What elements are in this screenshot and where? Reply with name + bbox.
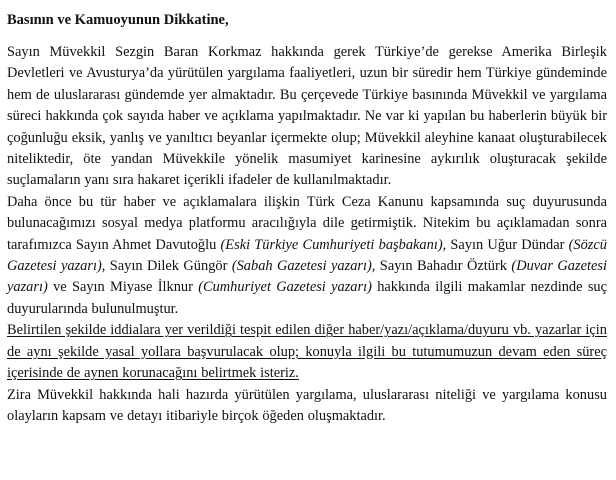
paragraph-2-italic-3: (Sabah Gazetesi yazarı) [231, 258, 372, 275]
paragraph-1: Sayın Müvekkil Sezgin Baran Korkmaz hakkında gerek Türkiye’de gerekse Amerika Birleşik Devletleri ve Avusturya’da yürütülen yargılama faaliyetleri, uzun bir süredir hem Türkiye gündeminde hem de uluslararası gündemde yer almaktadır. Bu çerçevede Türkiye basınında Müvekkil ve yargılama süreci hakkında çok sayıda haber ve açıklama yapılmaktadır. Ne var ki yapılan bu haberlerin büyük bir çoğunluğu eksik, yanlış ve yanıltıcı beyanlar içermekte olup; Müvekkil aleyhine kanaat oluşturabilecek niteliktedir, öte yandan Müvekkile yönelik masumiyet karinesine aykırılık oluşturacak şekilde suçlamaların yanı sıra hakaret içerikli ifadeler de kullanılmaktadır. [7, 44, 607, 189]
paragraph-2-italic-1: (Eski Türkiye Cumhuriyeti başbakanı) [220, 236, 443, 253]
paragraph-2-italic-5: (Cumhuriyet Gazetesi yazarı) [198, 279, 372, 296]
paragraph-2 [7, 192, 607, 320]
paragraph-2-italic-4: (Duvar Gazetesi yazarı) [7, 258, 607, 296]
paragraph-2-italic-2: (Sözcü Gazetesi yazarı) [7, 236, 607, 275]
paragraph-2-text-6: hakkında ilgili makamlar nezdinde suç duyurularında bulunulmuştur. [7, 279, 607, 317]
paragraph-2-text-3: , Sayın Dilek Güngör [101, 258, 232, 275]
paragraph-2-text-4: , Sayın Bahadır Öztürk [371, 258, 512, 275]
paragraph-3-underlined: Belirtilen şekilde iddialara yer verildiği tespit edilen diğer haber/yazı/açıklama/duyuru vb. yazarlar için de aynı şekilde yasal yollara başvurulacak olup; konuyla ilgili bu tutumumuzun devam eden süreç içerisinde de aynen korunacağını belirtmek isteriz. [7, 322, 607, 382]
paragraph-2-text-5: ve Sayın Miyase İlknur [47, 279, 199, 296]
paragraph-2-text-1: Daha önce bu tür haber ve açıklamalara ilişkin Türk Ceza Kanunu kapsamında suç duyurusunda bulunacağımızı sosyal medya platformu aracılığıyla dile getirmiştik. Nitekim bu açıklamadan sonra tarafımızca Sayın Ahmet Davutoğlu [7, 193, 607, 253]
paragraph-2-text-2: , Sayın Uğur Dündar [442, 236, 569, 253]
document-heading: Basının ve Kamuoyunun Dikkatine, [7, 12, 229, 28]
paragraph-4: Zira Müvekkil hakkında hali hazırda yürütülen yargılama, uluslararası niteliği ve yargılama konusu olayların kapsam ve detayı itibariyle birçok öğeden oluşmaktadır. [7, 386, 607, 424]
document-page [7, 10, 607, 427]
